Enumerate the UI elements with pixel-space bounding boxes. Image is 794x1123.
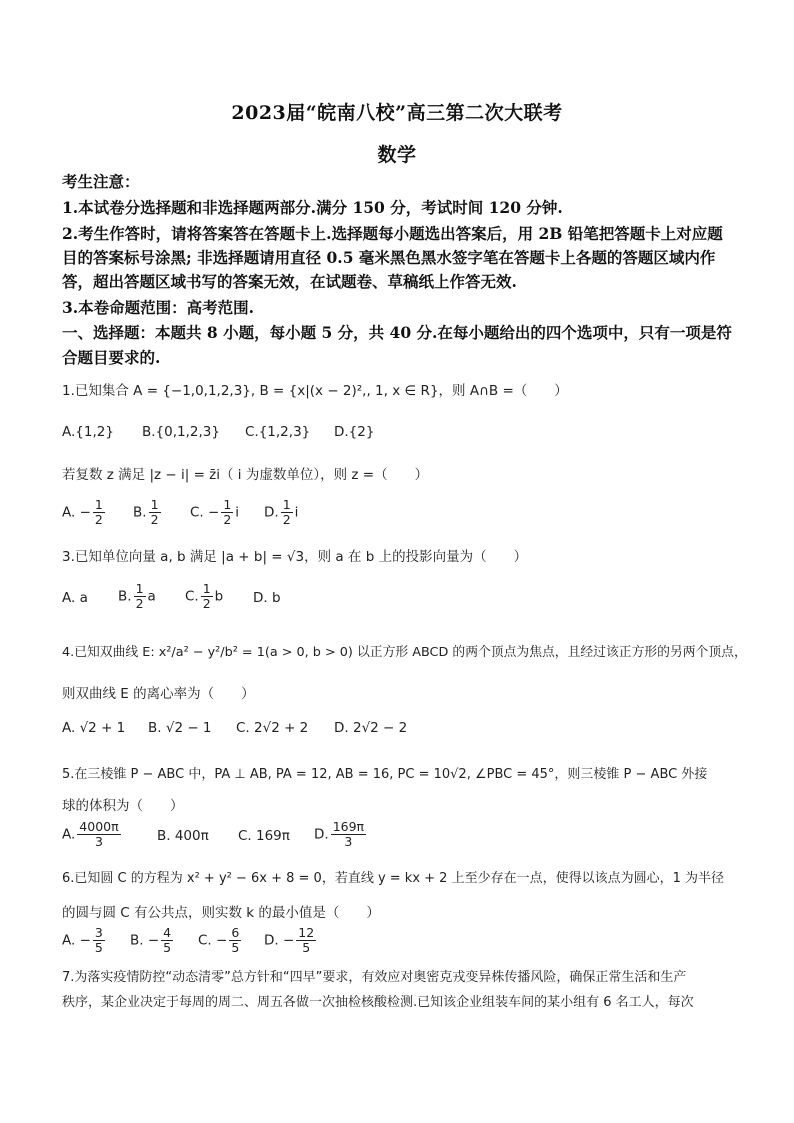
q2-stem: 若复数 z 满足 |z − i| = z̄i（ i 为虚数单位），则 z =（ ） [62,467,429,483]
q5-a-den: 3 [94,834,103,849]
q3-option-a: A. a [62,590,88,606]
q3-c-prefix: C. [185,588,199,605]
q2-c-prefix: C. − [190,504,220,521]
q2-a-den: 2 [94,512,103,527]
q6-c-prefix: C. − [198,932,228,949]
q6-option-d [264,926,318,955]
q2-a-prefix: A. − [62,504,91,521]
notes-line-1: 1.本试卷分选择题和非选择题两部分.满分 150 分，考试时间 120 分钟. [62,198,563,217]
q6-d-num: 12 [298,925,315,940]
q3-c-den: 2 [202,596,211,611]
q4-option-c: C. 2√2 + 2 [236,720,309,736]
q4-option-a: A. √2 + 1 [62,720,126,736]
q6-stem-2: 的圆与圆 C 有公共点，则实数 k 的最小值是（ ） [62,905,380,921]
q5-d-fraction [331,820,366,849]
notes-line-2c: 答，超出答题区域书写的答案无效，在试题卷、草稿纸上作答无效. [62,272,517,291]
q4-stem-1: 4.已知双曲线 E: x²/a² − y²/b² = 1(a > 0, b > 0) 以正方形 ABCD 的两个顶点为焦点，且经过该正方形的另两个顶点， [62,645,747,660]
q2-option-c [190,498,239,527]
q3-stem: 3.已知单位向量 a, b 满足 |a + b| = √3，则 a 在 b 上的投影向量为（ ） [62,549,528,565]
section1-line-1: 一、选择题：本题共 8 小题，每小题 5 分，共 40 分.在每小题给出的四个选项中，只有一项是符 [62,323,732,342]
notes-line-3: 3.本卷命题范围：高考范围. [62,298,255,317]
q1-option-d: D.{2} [334,424,375,440]
q5-stem-2: 球的体积为（ ） [62,798,184,814]
q2-d-num: 1 [282,497,291,512]
q3-c-suffix: b [214,588,224,605]
q3-b-den: 2 [135,596,144,611]
q2-a-num: 1 [94,497,103,512]
exam-title: 2023届“皖南八校”高三第二次大联考 [231,102,563,124]
q6-b-prefix: B. − [130,932,160,949]
q1-option-b: B.{0,1,2,3} [142,424,220,440]
q6-c-fraction [229,926,241,955]
q6-c-den: 5 [231,940,240,955]
q3-option-b [118,582,156,611]
q6-c-num: 6 [231,925,240,940]
q2-c-den: 2 [223,512,232,527]
q2-option-b [133,498,163,527]
q5-a-prefix: A. [62,826,76,843]
section1-line-2: 合题目要求的. [62,348,161,367]
q2-d-fraction [281,498,293,527]
q4-option-d: D. 2√2 − 2 [334,720,408,736]
q3-c-num: 1 [202,581,211,596]
q7-stem-2: 秩序，某企业决定于每周的周二、周五各做一次抽检核酸检测.已知该企业组装车间的某小组有 6 名工人，每次 [62,995,694,1010]
q2-b-fraction [149,498,161,527]
q2-b-num: 1 [150,497,159,512]
q2-a-fraction [93,498,105,527]
q5-d-num: 169π [332,819,365,834]
q1-option-c: C.{1,2,3} [245,424,311,440]
q7-stem-1: 7.为落实疫情防控“动态清零”总方针和“四早”要求，有效应对奥密克戎变异株传播风险，确保正常生活和生产 [62,970,687,985]
q6-a-den: 5 [94,940,103,955]
q5-option-a [62,820,123,849]
q6-b-fraction [161,926,173,955]
q6-a-prefix: A. − [62,932,91,949]
q6-b-num: 4 [163,925,172,940]
q6-a-num: 3 [94,925,103,940]
notes-line-2b: 目的答案标号涂黑; 非选择题请用直径 0.5 毫米黑色黑水签字笔在答题卡上各题的答题区域内作 [62,248,716,267]
q2-option-d [264,498,298,527]
q6-d-den: 5 [302,940,311,955]
q2-d-den: 2 [282,512,291,527]
q3-c-fraction [201,582,213,611]
q6-option-c [198,926,243,955]
q6-stem-1: 6.已知圆 C 的方程为 x² + y² − 6x + 8 = 0，若直线 y = kx + 2 上至少存在一点，使得以该点为圆心，1 为半径 [62,871,724,886]
q2-c-num: 1 [223,497,232,512]
q2-b-prefix: B. [133,504,147,521]
q1-option-a: A.{1,2} [62,424,114,440]
q2-c-suffix: i [235,504,240,521]
q4-stem-2: 则双曲线 E 的离心率为（ ） [62,686,255,702]
q2-b-den: 2 [150,512,159,527]
q5-option-d [314,820,368,849]
q6-option-a [62,926,107,955]
q6-d-prefix: D. − [264,932,295,949]
notes-line-2a: 2.考生作答时，请将答案答在答题卡上.选择题每小题选出答案后，用 2B 铅笔把答题卡上对应题 [62,224,723,243]
q2-d-suffix: i [294,504,299,521]
q5-d-prefix: D. [314,826,329,843]
q6-b-den: 5 [163,940,172,955]
q5-a-num: 4000π [79,819,119,834]
q3-b-prefix: B. [118,588,132,605]
q4-option-b: B. √2 − 1 [148,720,212,736]
notes-header: 考生注意： [62,172,140,191]
q5-a-fraction [77,820,120,849]
q6-d-fraction [296,926,316,955]
q5-stem-1: 5.在三棱锥 P − ABC 中，PA ⊥ AB, PA = 12, AB = 16, PC = 10√2, ∠PBC = 45°，则三棱锥 P − ABC 外接 [62,767,708,782]
q5-option-b: B. 400π [157,828,209,844]
q6-option-b [130,926,175,955]
q3-b-suffix: a [147,588,156,605]
q3-option-c [185,582,223,611]
q3-b-fraction [134,582,146,611]
q5-option-c: C. 169π [238,828,290,844]
q2-d-prefix: D. [264,504,279,521]
q2-c-fraction [221,498,233,527]
exam-subject: 数学 [377,144,417,166]
q1-stem: 1.已知集合 A = {−1,0,1,2,3}, B = {x|(x − 2)²,, 1, x ∈ R}，则 A∩B =（ ） [62,383,568,399]
q6-a-fraction [93,926,105,955]
q5-d-den: 3 [344,834,353,849]
q3-option-d: D. b [253,590,281,606]
q2-option-a [62,498,107,527]
q3-b-num: 1 [135,581,144,596]
